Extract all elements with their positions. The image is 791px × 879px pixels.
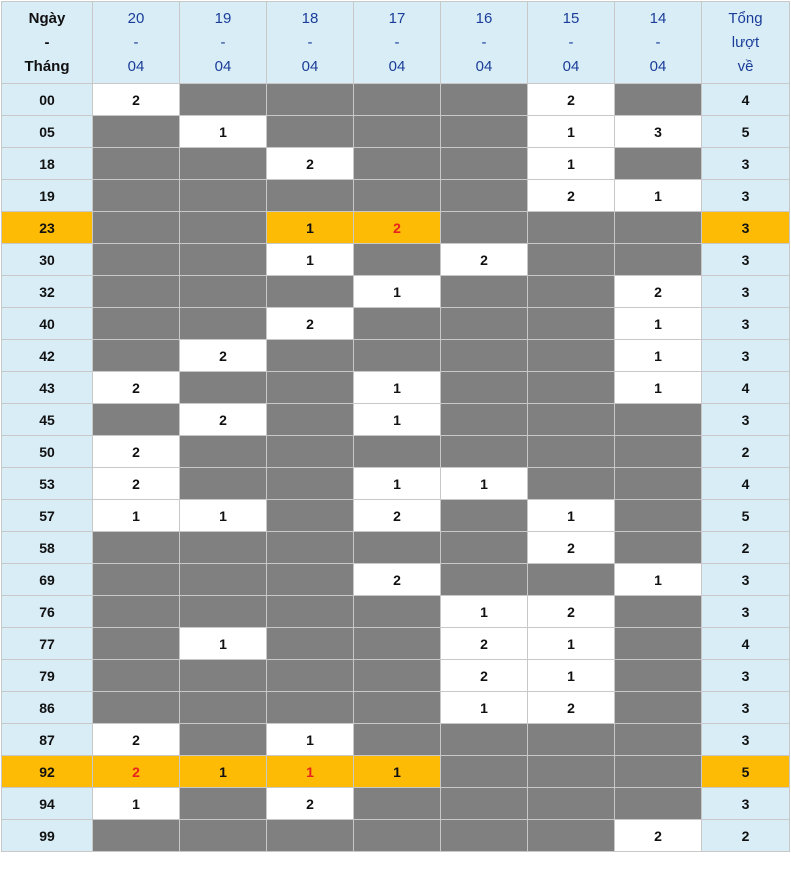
empty-cell xyxy=(528,788,615,820)
empty-cell xyxy=(441,116,528,148)
count-cell: 2 xyxy=(528,532,615,564)
table-row xyxy=(2,308,790,340)
empty-cell xyxy=(267,820,354,852)
header-date-label xyxy=(2,2,93,84)
row-number: 45 xyxy=(2,404,93,436)
table-body xyxy=(2,84,790,852)
empty-cell xyxy=(267,276,354,308)
empty-cell xyxy=(354,660,441,692)
header-date-18-04-line: 04 xyxy=(301,57,319,75)
header-date-19-04-line: 04 xyxy=(214,57,232,75)
header-date-17-04-line: - xyxy=(394,33,400,51)
count-cell: 1 xyxy=(180,628,267,660)
empty-cell xyxy=(615,436,702,468)
empty-cell xyxy=(441,276,528,308)
empty-cell xyxy=(441,756,528,788)
empty-cell xyxy=(180,276,267,308)
row-total: 3 xyxy=(702,244,790,276)
header-date-20-04-line: - xyxy=(133,33,139,51)
count-cell: 1 xyxy=(180,116,267,148)
count-cell: 2 xyxy=(528,84,615,116)
empty-cell xyxy=(267,404,354,436)
row-number: 00 xyxy=(2,84,93,116)
table-row xyxy=(2,404,790,436)
table-row xyxy=(2,756,790,788)
empty-cell xyxy=(267,692,354,724)
count-cell: 2 xyxy=(528,180,615,212)
row-total: 3 xyxy=(702,308,790,340)
empty-cell xyxy=(93,180,180,212)
header-date-17-04 xyxy=(354,2,441,84)
count-cell: 2 xyxy=(441,660,528,692)
count-cell: 2 xyxy=(615,276,702,308)
empty-cell xyxy=(441,340,528,372)
empty-cell xyxy=(528,372,615,404)
count-cell: 1 xyxy=(615,564,702,596)
empty-cell xyxy=(354,308,441,340)
row-total: 3 xyxy=(702,564,790,596)
row-total: 3 xyxy=(702,148,790,180)
header-date-14-04-line: 14 xyxy=(649,9,667,27)
empty-cell xyxy=(615,692,702,724)
empty-cell xyxy=(180,660,267,692)
empty-cell xyxy=(615,724,702,756)
empty-cell xyxy=(354,116,441,148)
empty-cell xyxy=(180,308,267,340)
row-total: 2 xyxy=(702,820,790,852)
row-total: 3 xyxy=(702,404,790,436)
header-date-14-04 xyxy=(615,2,702,84)
empty-cell xyxy=(441,820,528,852)
row-total: 5 xyxy=(702,500,790,532)
empty-cell xyxy=(267,596,354,628)
empty-cell xyxy=(267,532,354,564)
row-total: 3 xyxy=(702,180,790,212)
row-total: 2 xyxy=(702,436,790,468)
header-total-label xyxy=(702,2,790,84)
empty-cell xyxy=(93,276,180,308)
count-cell: 1 xyxy=(615,180,702,212)
row-total: 2 xyxy=(702,532,790,564)
count-cell: 2 xyxy=(93,372,180,404)
empty-cell xyxy=(354,532,441,564)
row-number: 32 xyxy=(2,276,93,308)
row-number: 30 xyxy=(2,244,93,276)
empty-cell xyxy=(441,788,528,820)
empty-cell xyxy=(93,404,180,436)
empty-cell xyxy=(528,244,615,276)
empty-cell xyxy=(93,308,180,340)
row-number: 86 xyxy=(2,692,93,724)
row-total: 5 xyxy=(702,756,790,788)
count-cell: 1 xyxy=(528,148,615,180)
table-row xyxy=(2,436,790,468)
row-number: 87 xyxy=(2,724,93,756)
count-cell: 2 xyxy=(354,212,441,244)
row-total: 3 xyxy=(702,692,790,724)
count-cell: 2 xyxy=(441,244,528,276)
count-cell: 2 xyxy=(267,788,354,820)
empty-cell xyxy=(441,404,528,436)
count-cell: 2 xyxy=(267,148,354,180)
count-cell: 1 xyxy=(441,692,528,724)
row-total: 3 xyxy=(702,340,790,372)
table-row xyxy=(2,116,790,148)
count-cell: 1 xyxy=(615,372,702,404)
header-date-17-04-line: 17 xyxy=(388,9,406,27)
count-cell: 1 xyxy=(267,756,354,788)
count-cell: 2 xyxy=(93,724,180,756)
empty-cell xyxy=(267,116,354,148)
count-cell: 3 xyxy=(615,116,702,148)
count-cell: 1 xyxy=(354,276,441,308)
empty-cell xyxy=(267,436,354,468)
header-date-19-04-line: 19 xyxy=(214,9,232,27)
header-date-14-04-line: - xyxy=(655,33,661,51)
empty-cell xyxy=(528,212,615,244)
count-cell: 2 xyxy=(93,84,180,116)
header-date-15-04-line: - xyxy=(568,33,574,51)
empty-cell xyxy=(180,532,267,564)
empty-cell xyxy=(615,596,702,628)
empty-cell xyxy=(180,148,267,180)
row-number: 43 xyxy=(2,372,93,404)
empty-cell xyxy=(354,820,441,852)
empty-cell xyxy=(180,724,267,756)
header-date-label-line: Tháng xyxy=(24,57,70,75)
header-total-label-line: lượt xyxy=(731,33,760,51)
empty-cell xyxy=(528,756,615,788)
empty-cell xyxy=(354,724,441,756)
empty-cell xyxy=(180,244,267,276)
row-total: 5 xyxy=(702,116,790,148)
table-row xyxy=(2,596,790,628)
row-number: 76 xyxy=(2,596,93,628)
table-row xyxy=(2,148,790,180)
empty-cell xyxy=(267,500,354,532)
count-cell: 1 xyxy=(615,340,702,372)
count-cell: 1 xyxy=(528,628,615,660)
empty-cell xyxy=(528,436,615,468)
row-number: 77 xyxy=(2,628,93,660)
empty-cell xyxy=(267,372,354,404)
empty-cell xyxy=(180,692,267,724)
table-header xyxy=(2,2,790,84)
count-cell: 1 xyxy=(354,468,441,500)
row-total: 3 xyxy=(702,788,790,820)
empty-cell xyxy=(615,468,702,500)
empty-cell xyxy=(615,84,702,116)
header-date-16-04-line: - xyxy=(481,33,487,51)
empty-cell xyxy=(180,820,267,852)
empty-cell xyxy=(354,628,441,660)
row-number: 05 xyxy=(2,116,93,148)
row-total: 3 xyxy=(702,724,790,756)
header-total-label-line: Tổng xyxy=(728,9,763,27)
count-cell: 1 xyxy=(93,500,180,532)
empty-cell xyxy=(354,596,441,628)
count-cell: 2 xyxy=(354,564,441,596)
header-date-18-04-line: - xyxy=(307,33,313,51)
header-date-14-04-line: 04 xyxy=(649,57,667,75)
count-cell: 1 xyxy=(354,372,441,404)
empty-cell xyxy=(93,564,180,596)
row-total: 4 xyxy=(702,372,790,404)
empty-cell xyxy=(180,468,267,500)
count-cell: 2 xyxy=(93,756,180,788)
header-date-20-04-line: 20 xyxy=(127,9,145,27)
header-date-label-line: Ngày xyxy=(28,9,66,27)
table-row xyxy=(2,564,790,596)
empty-cell xyxy=(441,532,528,564)
row-number: 99 xyxy=(2,820,93,852)
empty-cell xyxy=(267,84,354,116)
empty-cell xyxy=(441,148,528,180)
row-total: 3 xyxy=(702,596,790,628)
count-cell: 1 xyxy=(93,788,180,820)
count-cell: 1 xyxy=(615,308,702,340)
count-cell: 1 xyxy=(180,756,267,788)
count-cell: 2 xyxy=(354,500,441,532)
count-cell: 1 xyxy=(354,756,441,788)
table-row xyxy=(2,820,790,852)
table-row xyxy=(2,180,790,212)
empty-cell xyxy=(180,180,267,212)
table-row xyxy=(2,212,790,244)
table-row xyxy=(2,500,790,532)
table-row xyxy=(2,692,790,724)
empty-cell xyxy=(180,212,267,244)
empty-cell xyxy=(441,500,528,532)
empty-cell xyxy=(267,628,354,660)
empty-cell xyxy=(267,340,354,372)
count-cell: 2 xyxy=(93,468,180,500)
empty-cell xyxy=(615,532,702,564)
count-cell: 2 xyxy=(93,436,180,468)
empty-cell xyxy=(441,564,528,596)
row-number: 23 xyxy=(2,212,93,244)
empty-cell xyxy=(441,308,528,340)
empty-cell xyxy=(528,564,615,596)
empty-cell xyxy=(441,212,528,244)
count-cell: 1 xyxy=(354,404,441,436)
empty-cell xyxy=(354,692,441,724)
row-total: 4 xyxy=(702,468,790,500)
count-cell: 2 xyxy=(528,692,615,724)
empty-cell xyxy=(615,244,702,276)
table-row xyxy=(2,244,790,276)
header-date-20-04 xyxy=(93,2,180,84)
empty-cell xyxy=(93,820,180,852)
empty-cell xyxy=(93,148,180,180)
empty-cell xyxy=(354,436,441,468)
table-row xyxy=(2,276,790,308)
row-total: 3 xyxy=(702,212,790,244)
empty-cell xyxy=(93,244,180,276)
header-date-18-04-line: 18 xyxy=(301,9,319,27)
empty-cell xyxy=(93,116,180,148)
row-total: 4 xyxy=(702,84,790,116)
row-number: 94 xyxy=(2,788,93,820)
count-cell: 2 xyxy=(441,628,528,660)
header-date-16-04-line: 04 xyxy=(475,57,493,75)
header-row xyxy=(2,2,790,84)
empty-cell xyxy=(615,212,702,244)
empty-cell xyxy=(528,404,615,436)
header-date-19-04-line: - xyxy=(220,33,226,51)
empty-cell xyxy=(441,436,528,468)
row-total: 4 xyxy=(702,628,790,660)
header-total-label-line: về xyxy=(737,57,754,75)
table-row xyxy=(2,788,790,820)
empty-cell xyxy=(528,276,615,308)
row-number: 18 xyxy=(2,148,93,180)
row-number: 57 xyxy=(2,500,93,532)
count-cell: 2 xyxy=(615,820,702,852)
row-number: 92 xyxy=(2,756,93,788)
empty-cell xyxy=(615,756,702,788)
empty-cell xyxy=(93,660,180,692)
empty-cell xyxy=(615,404,702,436)
row-number: 50 xyxy=(2,436,93,468)
table-row xyxy=(2,340,790,372)
empty-cell xyxy=(93,340,180,372)
empty-cell xyxy=(93,532,180,564)
row-number: 69 xyxy=(2,564,93,596)
empty-cell xyxy=(267,468,354,500)
table-row xyxy=(2,532,790,564)
row-number: 58 xyxy=(2,532,93,564)
frequency-table xyxy=(1,1,790,852)
header-date-17-04-line: 04 xyxy=(388,57,406,75)
count-cell: 1 xyxy=(528,660,615,692)
count-cell: 1 xyxy=(180,500,267,532)
count-cell: 2 xyxy=(267,308,354,340)
count-cell: 1 xyxy=(441,596,528,628)
header-date-16-04 xyxy=(441,2,528,84)
empty-cell xyxy=(354,244,441,276)
empty-cell xyxy=(354,84,441,116)
count-cell: 1 xyxy=(267,724,354,756)
empty-cell xyxy=(354,340,441,372)
empty-cell xyxy=(180,84,267,116)
empty-cell xyxy=(354,788,441,820)
empty-cell xyxy=(615,628,702,660)
row-number: 53 xyxy=(2,468,93,500)
empty-cell xyxy=(441,372,528,404)
count-cell: 2 xyxy=(180,340,267,372)
empty-cell xyxy=(180,596,267,628)
header-date-20-04-line: 04 xyxy=(127,57,145,75)
empty-cell xyxy=(267,564,354,596)
count-cell: 1 xyxy=(267,212,354,244)
table-row xyxy=(2,628,790,660)
row-total: 3 xyxy=(702,660,790,692)
header-date-label-line: - xyxy=(44,33,50,51)
count-cell: 2 xyxy=(528,596,615,628)
empty-cell xyxy=(93,628,180,660)
empty-cell xyxy=(615,788,702,820)
header-date-18-04 xyxy=(267,2,354,84)
table-row xyxy=(2,724,790,756)
header-date-15-04-line: 04 xyxy=(562,57,580,75)
empty-cell xyxy=(615,660,702,692)
empty-cell xyxy=(180,564,267,596)
table-row xyxy=(2,84,790,116)
table-row xyxy=(2,660,790,692)
empty-cell xyxy=(615,500,702,532)
count-cell: 1 xyxy=(528,500,615,532)
empty-cell xyxy=(93,596,180,628)
empty-cell xyxy=(180,372,267,404)
count-cell: 1 xyxy=(528,116,615,148)
empty-cell xyxy=(528,340,615,372)
header-date-16-04-line: 16 xyxy=(475,9,493,27)
row-number: 79 xyxy=(2,660,93,692)
empty-cell xyxy=(93,692,180,724)
row-number: 42 xyxy=(2,340,93,372)
empty-cell xyxy=(441,724,528,756)
row-number: 19 xyxy=(2,180,93,212)
row-total: 3 xyxy=(702,276,790,308)
empty-cell xyxy=(441,84,528,116)
empty-cell xyxy=(180,788,267,820)
header-date-15-04-line: 15 xyxy=(562,9,580,27)
table-row xyxy=(2,468,790,500)
header-date-19-04 xyxy=(180,2,267,84)
table-row xyxy=(2,372,790,404)
count-cell: 2 xyxy=(180,404,267,436)
count-cell: 1 xyxy=(267,244,354,276)
empty-cell xyxy=(528,468,615,500)
empty-cell xyxy=(615,148,702,180)
empty-cell xyxy=(528,820,615,852)
header-date-15-04 xyxy=(528,2,615,84)
empty-cell xyxy=(354,180,441,212)
empty-cell xyxy=(180,436,267,468)
empty-cell xyxy=(267,660,354,692)
count-cell: 1 xyxy=(441,468,528,500)
empty-cell xyxy=(441,180,528,212)
empty-cell xyxy=(354,148,441,180)
row-number: 40 xyxy=(2,308,93,340)
empty-cell xyxy=(267,180,354,212)
empty-cell xyxy=(528,724,615,756)
empty-cell xyxy=(93,212,180,244)
empty-cell xyxy=(528,308,615,340)
